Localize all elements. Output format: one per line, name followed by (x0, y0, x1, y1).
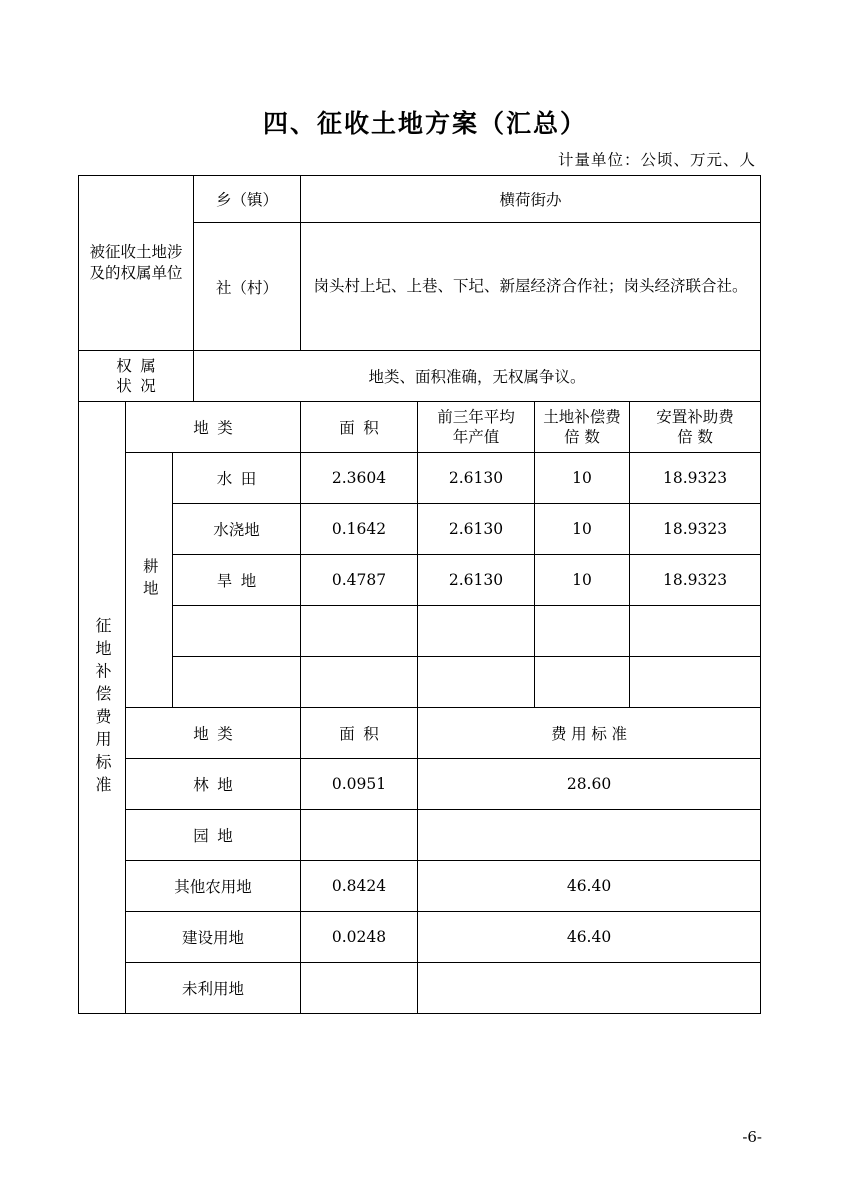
header-area-a: 面积 (301, 402, 418, 453)
header-land-comp-multiple-line2: 倍数 (564, 428, 605, 446)
table-row (79, 606, 761, 657)
header-resettle-multiple (630, 402, 761, 453)
header-land-type-a: 地类 (126, 402, 301, 453)
cell-area: 2.3604 (301, 453, 418, 504)
cell-area (301, 810, 418, 861)
cell-area: 0.8424 (301, 861, 418, 912)
header-fee-standard: 费用标准 (418, 708, 761, 759)
cell-avg-yield: 2.6130 (418, 504, 535, 555)
cell-avg-yield: 2.6130 (418, 453, 535, 504)
cell-area (301, 657, 418, 708)
header-resettle-multiple-line2: 倍数 (677, 428, 718, 446)
cultivated-land-label-text: 耕地 (140, 558, 159, 602)
cell-fee-standard: 28.60 (418, 759, 761, 810)
table-header-other (79, 708, 761, 759)
page-number: -6- (742, 1128, 762, 1146)
cell-resettle-multiple (630, 606, 761, 657)
table-row-ownership-status (79, 351, 761, 402)
cell-land-comp-multiple (535, 606, 630, 657)
cell-avg-yield: 2.6130 (418, 555, 535, 606)
table-row (79, 963, 761, 1014)
cell-resettle-multiple: 18.9323 (630, 504, 761, 555)
table-header-cultivated (79, 402, 761, 453)
header-resettle-multiple-line1: 安置补助费 (656, 407, 734, 426)
cell-land-comp-multiple: 10 (535, 555, 630, 606)
cell-resettle-multiple: 18.9323 (630, 453, 761, 504)
cell-avg-yield (418, 657, 535, 708)
ownership-status-value: 地类、面积准确，无权属争议。 (194, 351, 761, 402)
header-avg-yield-line1: 前三年平均 (437, 407, 515, 426)
cell-land-type: 水浇地 (173, 504, 301, 555)
page-title: 四、征收土地方案（汇总） (262, 109, 587, 138)
header-land-comp-multiple-line1: 土地补偿费 (543, 407, 621, 426)
cell-land-comp-multiple: 10 (535, 504, 630, 555)
measurement-unit-note: 计量单位：公顷、万元、人 (557, 151, 756, 169)
village-value: 岗头村上圮、上巷、下圮、新屋经济合作社；岗头经济联合社。 (301, 223, 761, 351)
cell-area (301, 963, 418, 1014)
cell-land-type: 未利用地 (126, 963, 301, 1014)
header-land-comp-multiple (535, 402, 630, 453)
cell-land-type: 水田 (173, 453, 301, 504)
header-land-type-b: 地类 (126, 708, 301, 759)
cell-fee-standard (418, 810, 761, 861)
header-area-b: 面积 (301, 708, 418, 759)
ownership-status-label-line2: 状况 (116, 377, 165, 395)
ownership-status-label-line1: 权属 (116, 356, 165, 375)
cell-fee-standard: 46.40 (418, 861, 761, 912)
table-row (79, 912, 761, 963)
table-row (79, 861, 761, 912)
cell-land-type: 林地 (126, 759, 301, 810)
cell-resettle-multiple: 18.9323 (630, 555, 761, 606)
village-label: 社（村） (194, 223, 301, 351)
cell-avg-yield (418, 606, 535, 657)
table-row-township (79, 176, 761, 223)
owner-unit-label-text: 被征收土地涉及的权属单位 (89, 242, 183, 282)
township-value: 横荷街办 (301, 176, 761, 223)
cell-land-type (173, 657, 301, 708)
compensation-side-label-text: 征地补偿费用标准 (93, 616, 112, 799)
cell-land-type: 其他农用地 (126, 861, 301, 912)
header-avg-yield (418, 402, 535, 453)
header-avg-yield-line2: 年产值 (452, 428, 500, 446)
cell-land-comp-multiple: 10 (535, 453, 630, 504)
cell-land-type: 园地 (126, 810, 301, 861)
cell-fee-standard: 46.40 (418, 912, 761, 963)
table-row (79, 555, 761, 606)
compensation-side-label (79, 402, 126, 1014)
ownership-status-label (79, 351, 194, 402)
cell-area (301, 606, 418, 657)
cell-area: 0.4787 (301, 555, 418, 606)
cell-land-type (173, 606, 301, 657)
table-row (79, 759, 761, 810)
cell-land-comp-multiple (535, 657, 630, 708)
cultivated-land-label (126, 453, 173, 708)
table-row (79, 504, 761, 555)
cell-land-type: 旱地 (173, 555, 301, 606)
cell-resettle-multiple (630, 657, 761, 708)
cell-land-type: 建设用地 (126, 912, 301, 963)
table-row (79, 657, 761, 708)
owner-unit-label (79, 176, 194, 351)
cell-area: 0.1642 (301, 504, 418, 555)
table-row (79, 453, 761, 504)
table-row (79, 810, 761, 861)
cell-area: 0.0951 (301, 759, 418, 810)
cell-fee-standard (418, 963, 761, 1014)
land-acquisition-summary-table (78, 175, 761, 1014)
cell-area: 0.0248 (301, 912, 418, 963)
township-label: 乡（镇） (194, 176, 301, 223)
